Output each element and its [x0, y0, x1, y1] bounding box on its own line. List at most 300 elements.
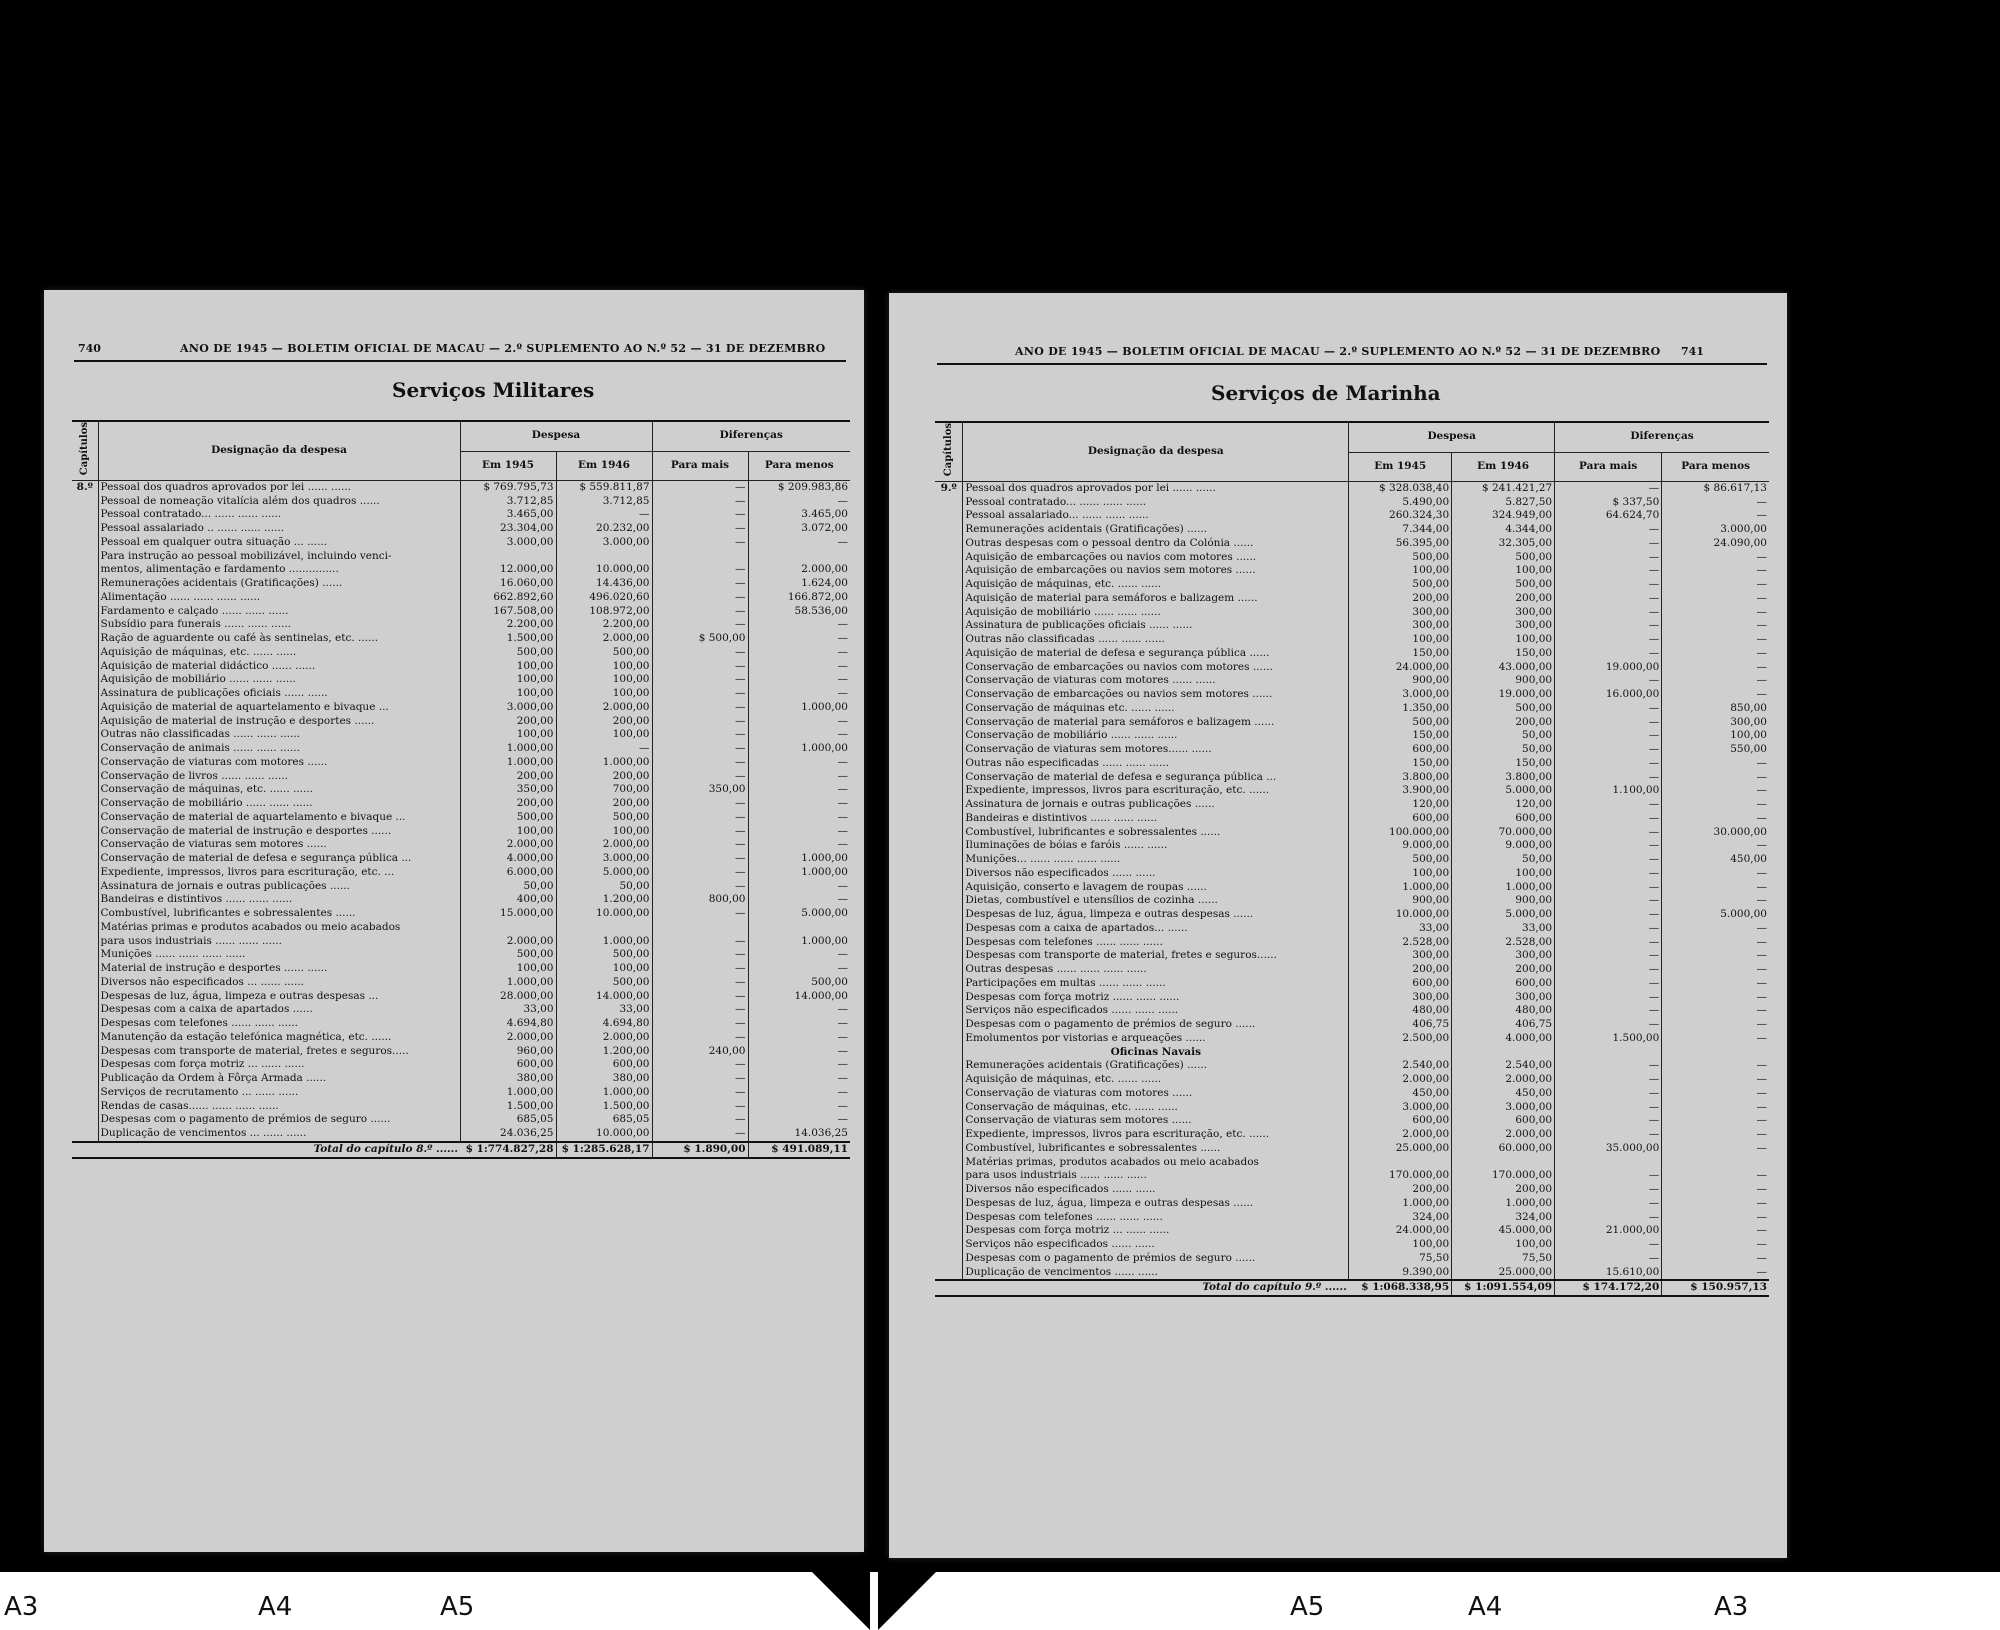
para-mais-cell: — — [652, 756, 748, 770]
table-row — [72, 536, 850, 550]
para-mais-cell: — — [652, 962, 748, 976]
chapter-cell — [935, 1142, 963, 1156]
para-menos-cell — [748, 550, 850, 564]
para-menos-cell: — — [837, 1113, 848, 1126]
para-mais-cell: — — [1555, 647, 1662, 661]
para-menos-cell: — — [837, 1017, 848, 1030]
designation-cell: Munições ...... ...... ...... ...... — [98, 948, 460, 962]
right-col-em1945: Em 1945 — [1349, 452, 1452, 481]
designation-cell: Despesas com telefones ...... ...... ...... — [963, 1211, 1349, 1225]
table-row — [935, 523, 1769, 537]
amount-1946-cell: 43.000,00 — [1452, 661, 1555, 675]
empty-cell — [1452, 1046, 1555, 1060]
amount-1946-cell: 19.000,00 — [1452, 688, 1555, 702]
total-row — [72, 1142, 850, 1158]
amount-1946-cell: 1.000,00 — [556, 1086, 652, 1100]
para-mais-cell: — — [1555, 867, 1662, 881]
amount-1945-cell: 100,00 — [460, 728, 556, 742]
total-label: Total do capítulo 8.º ...... — [72, 1142, 460, 1158]
designation-cell: Assinatura de jornais e outras publicações ...... — [963, 798, 1349, 812]
table-row — [935, 894, 1769, 908]
para-mais-cell: — — [652, 1058, 748, 1072]
amount-1945-cell: 120,00 — [1349, 798, 1452, 812]
amount-1945-cell: 2.528,00 — [1349, 936, 1452, 950]
para-menos-cell: — — [1756, 990, 1767, 1003]
para-menos-cell: — — [837, 769, 848, 782]
para-mais-cell: — — [1555, 523, 1662, 537]
para-menos-cell: — — [1756, 1196, 1767, 1209]
designation-cell: Aquisição de material de defesa e segurança pública ...... — [963, 647, 1349, 661]
table-row — [935, 1059, 1769, 1073]
para-menos-cell: — — [837, 838, 848, 851]
amount-1946-cell: 300,00 — [1452, 606, 1555, 620]
designation-cell: Remunerações acidentais (Gratificações) ...... — [963, 523, 1349, 537]
para-mais-cell: — — [1555, 963, 1662, 977]
para-mais-cell: — — [652, 838, 748, 852]
chapter-cell — [72, 632, 98, 646]
designation-cell: Conservação de material para semáforos e balizagem ...... — [963, 716, 1349, 730]
para-menos-cell: — — [1756, 880, 1767, 893]
chapter-cell — [935, 537, 963, 551]
para-mais-cell: — — [652, 976, 748, 990]
table-row — [935, 606, 1769, 620]
para-mais-cell: — — [1555, 757, 1662, 771]
table-row — [72, 935, 850, 949]
para-menos-cell: 450,00 — [1730, 853, 1767, 866]
right-running-head: ANO DE 1945 — BOLETIM OFICIAL DE MACAU — 2.º SUPLEMENTO AO N.º 52 — 31 DE DEZEMBRO — [1015, 345, 1661, 358]
amount-1945-cell — [1349, 1156, 1452, 1170]
amount-1945-cell: 100,00 — [460, 660, 556, 674]
para-mais-cell: — — [1555, 798, 1662, 812]
table-row — [72, 1100, 850, 1114]
para-menos-cell: 1.000,00 — [801, 700, 848, 713]
para-mais-cell: 19.000,00 — [1555, 661, 1662, 675]
amount-1946-cell: 300,00 — [1452, 619, 1555, 633]
amount-1946-cell: 2.000,00 — [556, 701, 652, 715]
designation-cell: Assinatura de publicações oficiais ...... ...... — [98, 687, 460, 701]
designation-cell: Aquisição de material de instrução e desportes ...... — [98, 715, 460, 729]
empty-cell — [1662, 1046, 1769, 1060]
left-col-em1945: Em 1945 — [460, 451, 556, 480]
para-mais-cell: — — [1555, 977, 1662, 991]
chapter-cell — [935, 743, 963, 757]
amount-1945-cell — [460, 921, 556, 935]
table-row — [935, 674, 1769, 688]
amount-1946-cell: 100,00 — [1452, 1238, 1555, 1252]
amount-1946-cell: 3.712,85 — [556, 495, 652, 509]
chapter-cell — [72, 852, 98, 866]
para-mais-cell: — — [652, 715, 748, 729]
table-row — [72, 797, 850, 811]
amount-1946-cell: 1.000,00 — [556, 935, 652, 949]
para-menos-cell: — — [1756, 1086, 1767, 1099]
amount-1945-cell: 100,00 — [1349, 564, 1452, 578]
chapter-cell — [72, 660, 98, 674]
right-col-em1946: Em 1946 — [1452, 452, 1555, 481]
table-row — [935, 481, 1769, 495]
para-menos-cell: 30.000,00 — [1713, 825, 1767, 838]
para-mais-cell: — — [652, 536, 748, 550]
amount-1946-cell: 10.000,00 — [556, 563, 652, 577]
designation-cell: Duplicação de vencimentos ...... ...... — [963, 1266, 1349, 1281]
chapter-cell — [72, 646, 98, 660]
designation-cell: Aquisição de material didáctico ...... ...... — [98, 660, 460, 674]
designation-cell: Aquisição de mobiliário ...... ...... ...... — [98, 673, 460, 687]
chapter-cell — [72, 536, 98, 550]
para-menos-cell: — — [1756, 784, 1767, 797]
chapter-cell — [935, 1156, 963, 1170]
table-row — [72, 673, 850, 687]
designation-cell: Pessoal assalariado... ...... ...... ...... — [963, 509, 1349, 523]
para-mais-cell: — — [1555, 1197, 1662, 1211]
amount-1946-cell: 20.232,00 — [556, 522, 652, 536]
amount-1946-cell: 50,00 — [556, 880, 652, 894]
amount-1945-cell: 200,00 — [460, 770, 556, 784]
para-mais-cell: — — [652, 770, 748, 784]
para-mais-cell: — — [652, 563, 748, 577]
para-menos-cell: — — [837, 1044, 848, 1057]
amount-1946-cell: 100,00 — [556, 660, 652, 674]
amount-1946-cell: 108.972,00 — [556, 605, 652, 619]
para-menos-cell: — — [837, 632, 848, 645]
chapter-cell — [72, 893, 98, 907]
chapter-cell — [935, 936, 963, 950]
para-mais-cell: 21.000,00 — [1555, 1224, 1662, 1238]
right-page — [889, 293, 1787, 1558]
film-notch-left — [812, 1572, 870, 1630]
para-mais-cell: — — [652, 948, 748, 962]
chapter-cell — [935, 1087, 963, 1101]
right-col-diferencas: Diferenças — [1555, 422, 1769, 452]
table-row — [72, 660, 850, 674]
amount-1946-cell: 600,00 — [1452, 812, 1555, 826]
para-mais-cell: 35.000,00 — [1555, 1142, 1662, 1156]
amount-1946-cell: 300,00 — [1452, 949, 1555, 963]
table-row — [72, 1072, 850, 1086]
chapter-cell — [935, 826, 963, 840]
designation-cell: Despesas com a caixa de apartados ...... — [98, 1003, 460, 1017]
para-menos-cell: — — [1756, 605, 1767, 618]
amount-1945-cell: 600,00 — [1349, 812, 1452, 826]
amount-1946-cell: 500,00 — [556, 811, 652, 825]
amount-1945-cell: 100,00 — [1349, 867, 1452, 881]
amount-1945-cell: 2.500,00 — [1349, 1032, 1452, 1046]
para-mais-cell: — — [652, 495, 748, 509]
designation-cell: Bandeiras e distintivos ...... ...... ...... — [98, 893, 460, 907]
para-mais-cell: — — [1555, 853, 1662, 867]
amount-1945-cell: 2.200,00 — [460, 618, 556, 632]
designation-cell: Despesas com força motriz ... ...... ...... — [98, 1058, 460, 1072]
amount-1946-cell: 900,00 — [1452, 674, 1555, 688]
para-mais-cell: — — [652, 811, 748, 825]
table-row — [72, 1045, 850, 1059]
chapter-cell — [72, 825, 98, 839]
para-menos-cell: 550,00 — [1730, 743, 1767, 756]
chapter-cell — [72, 728, 98, 742]
amount-1945-cell: 150,00 — [1349, 729, 1452, 743]
designation-cell: para usos industriais ...... ...... ...... — [98, 935, 460, 949]
designation-cell: Aquisição de mobiliário ...... ...... ...... — [963, 606, 1349, 620]
amount-1946-cell — [556, 921, 652, 935]
chapter-cell — [72, 838, 98, 852]
para-menos-cell: — — [837, 962, 848, 975]
amount-1946-cell: 200,00 — [1452, 592, 1555, 606]
para-menos-cell: — — [837, 755, 848, 768]
amount-1946-cell: 4.000,00 — [1452, 1032, 1555, 1046]
amount-1946-cell: 1.000,00 — [1452, 1197, 1555, 1211]
designation-cell: Aquisição de material de aquartelamento e bivaque ... — [98, 701, 460, 715]
para-menos-cell: — — [837, 1030, 848, 1043]
chapter-cell — [935, 812, 963, 826]
total-1946-cell: $ 1:285.628,17 — [556, 1142, 652, 1158]
para-mais-cell: — — [1555, 1087, 1662, 1101]
chapter-cell — [72, 563, 98, 577]
amount-1946-cell: 14.436,00 — [556, 577, 652, 591]
designation-cell: Matérias primas e produtos acabados ou meio acabados — [98, 921, 460, 935]
para-menos-cell: — — [837, 824, 848, 837]
para-mais-cell: — — [652, 797, 748, 811]
para-mais-cell: — — [1555, 1101, 1662, 1115]
chapter-cell — [935, 564, 963, 578]
para-mais-cell: — — [1555, 619, 1662, 633]
amount-1945-cell: 500,00 — [1349, 551, 1452, 565]
designation-cell: Diversos não especificados ...... ...... — [963, 1183, 1349, 1197]
table-row — [72, 508, 850, 522]
left-col-despesa: Despesa — [460, 421, 652, 451]
left-col-para-mais: Para mais — [652, 451, 748, 480]
para-menos-cell: — — [1756, 1183, 1767, 1196]
amount-1946-cell: — — [556, 508, 652, 522]
para-mais-cell: — — [1555, 633, 1662, 647]
amount-1945-cell: 1.000,00 — [1349, 881, 1452, 895]
table-row — [935, 496, 1769, 510]
amount-1946-cell: 2.000,00 — [1452, 1128, 1555, 1142]
left-running-head: ANO DE 1945 — BOLETIM OFICIAL DE MACAU — 2.º SUPLEMENTO AO N.º 52 — 31 DE DEZEMBRO — [180, 342, 826, 355]
chapter-cell — [935, 606, 963, 620]
amount-1945-cell: 9.390,00 — [1349, 1266, 1452, 1281]
designation-cell: Despesas com força motriz ... ...... ...... — [963, 1224, 1349, 1238]
amount-1946-cell: 900,00 — [1452, 894, 1555, 908]
para-menos-cell: — — [837, 893, 848, 906]
para-menos-cell: 58.536,00 — [794, 604, 848, 617]
designation-cell: Diversos não especificados ... ...... ...... — [98, 976, 460, 990]
amount-1946-cell: 150,00 — [1452, 647, 1555, 661]
para-mais-cell: — — [1555, 716, 1662, 730]
amount-1945-cell: 50,00 — [460, 880, 556, 894]
para-mais-cell: — — [1555, 881, 1662, 895]
total-para-menos-cell: $ 491.089,11 — [748, 1142, 850, 1158]
chapter-cell — [935, 1114, 963, 1128]
table-row — [72, 1113, 850, 1127]
amount-1945-cell: 900,00 — [1349, 674, 1452, 688]
film-strip — [0, 1572, 2000, 1630]
table-row — [935, 688, 1769, 702]
amount-1945-cell: 5.490,00 — [1349, 496, 1452, 510]
amount-1945-cell: 300,00 — [1349, 619, 1452, 633]
total-para-menos-cell: $ 150.957,13 — [1662, 1280, 1769, 1296]
para-menos-cell: — — [1756, 811, 1767, 824]
amount-1945-cell: 500,00 — [460, 811, 556, 825]
table-row — [935, 1114, 1769, 1128]
chapter-cell — [72, 577, 98, 591]
film-mark: A3 — [4, 1592, 39, 1622]
para-mais-cell: — — [1555, 1211, 1662, 1225]
amount-1945-cell: 380,00 — [460, 1072, 556, 1086]
para-mais-cell: — — [652, 646, 748, 660]
designation-cell: Conservação de máquinas, etc. ...... ...... — [98, 783, 460, 797]
para-menos-cell: — — [1756, 770, 1767, 783]
amount-1945-cell: 33,00 — [460, 1003, 556, 1017]
amount-1946-cell: 5.000,00 — [1452, 908, 1555, 922]
film-notch-right — [878, 1572, 936, 1630]
chapter-cell — [935, 509, 963, 523]
chapter-cell — [72, 783, 98, 797]
para-menos-cell: — — [837, 948, 848, 961]
designation-cell: Aquisição de embarcações ou navios com motores ...... — [963, 551, 1349, 565]
amount-1945-cell: 406,75 — [1349, 1018, 1452, 1032]
amount-1945-cell: 3.800,00 — [1349, 771, 1452, 785]
designation-cell: Diversos não especificados ...... ...... — [963, 867, 1349, 881]
para-mais-cell: — — [652, 660, 748, 674]
designation-cell: Pessoal de nomeação vitalícia além dos quadros ...... — [98, 495, 460, 509]
amount-1945-cell: 150,00 — [1349, 647, 1452, 661]
para-menos-cell: 300,00 — [1730, 715, 1767, 728]
para-mais-cell: — — [652, 825, 748, 839]
amount-1946-cell: 120,00 — [1452, 798, 1555, 812]
para-mais-cell: 64.624,70 — [1555, 509, 1662, 523]
table-row — [72, 687, 850, 701]
designation-cell: Outras despesas ...... ...... ...... ...... — [963, 963, 1349, 977]
chapter-cell — [935, 578, 963, 592]
table-row — [72, 1086, 850, 1100]
chapter-cell — [72, 797, 98, 811]
para-menos-cell: — — [1756, 1210, 1767, 1223]
amount-1946-cell: 10.000,00 — [556, 907, 652, 921]
designation-cell: Outras despesas com o pessoal dentro da Colónia ...... — [963, 537, 1349, 551]
para-menos-cell: — — [1756, 866, 1767, 879]
designation-cell: Combustível, lubrificantes e sobressalentes ...... — [98, 907, 460, 921]
designation-cell: Despesas com transporte de material, fretes e seguros...... — [963, 949, 1349, 963]
amount-1946-cell: 380,00 — [556, 1072, 652, 1086]
chapter-cell — [935, 757, 963, 771]
table-row — [935, 826, 1769, 840]
table-row — [935, 1266, 1769, 1281]
para-menos-cell: — — [837, 783, 848, 796]
amount-1946-cell: 2.528,00 — [1452, 936, 1555, 950]
table-row — [935, 1224, 1769, 1238]
amount-1946-cell: 600,00 — [556, 1058, 652, 1072]
para-menos-cell: — — [1756, 949, 1767, 962]
para-mais-cell: — — [1555, 578, 1662, 592]
total-1945-cell: $ 1:774.827,28 — [460, 1142, 556, 1158]
para-mais-cell: — — [652, 1017, 748, 1031]
table-row — [935, 784, 1769, 798]
chapter-cell — [935, 674, 963, 688]
chapter-cell — [72, 1003, 98, 1017]
chapter-cell — [935, 551, 963, 565]
table-row — [72, 701, 850, 715]
chapter-cell — [935, 853, 963, 867]
para-mais-cell: — — [652, 852, 748, 866]
designation-cell: Remunerações acidentais (Gratificações) ...... — [963, 1059, 1349, 1073]
table-row — [935, 771, 1769, 785]
amount-1946-cell: 5.000,00 — [556, 866, 652, 880]
chapter-cell: 9.º — [935, 481, 963, 495]
amount-1945-cell: 25.000,00 — [1349, 1142, 1452, 1156]
designation-cell: Despesas com o pagamento de prémios de seguro ...... — [98, 1113, 460, 1127]
designation-cell: Despesas de luz, água, limpeza e outras despesas ...... — [963, 1197, 1349, 1211]
amount-1945-cell: 200,00 — [1349, 963, 1452, 977]
amount-1946-cell: 10.000,00 — [556, 1127, 652, 1142]
para-mais-cell: — — [1555, 551, 1662, 565]
amount-1945-cell: 167.508,00 — [460, 605, 556, 619]
amount-1945-cell: 260.324,30 — [1349, 509, 1452, 523]
amount-1945-cell: 150,00 — [1349, 757, 1452, 771]
table-row — [72, 852, 850, 866]
table-row — [935, 661, 1769, 675]
para-mais-cell: — — [1555, 1128, 1662, 1142]
amount-1945-cell: 56.395,00 — [1349, 537, 1452, 551]
para-menos-cell: 500,00 — [811, 975, 848, 988]
chapter-cell — [935, 963, 963, 977]
amount-1946-cell: 100,00 — [556, 687, 652, 701]
para-menos-cell: 3.465,00 — [801, 508, 848, 521]
para-mais-cell: — — [652, 591, 748, 605]
chapter-cell — [935, 523, 963, 537]
para-mais-cell: — — [652, 742, 748, 756]
amount-1946-cell: 5.000,00 — [1452, 784, 1555, 798]
designation-cell: Conservação de material de defesa e segurança pública ... — [98, 852, 460, 866]
subsection-row — [935, 1046, 1769, 1060]
para-mais-cell: — — [652, 673, 748, 687]
chapter-cell — [72, 1045, 98, 1059]
para-mais-cell: 800,00 — [652, 893, 748, 907]
table-row — [935, 1101, 1769, 1115]
amount-1946-cell: 200,00 — [556, 770, 652, 784]
designation-cell: Aquisição, conserto e lavagem de roupas ...... — [963, 881, 1349, 895]
table-row — [935, 881, 1769, 895]
right-section-title: Serviços de Marinha — [1211, 381, 1441, 405]
amount-1946-cell: 450,00 — [1452, 1087, 1555, 1101]
designation-cell: Outras não classificadas ...... ...... ...... — [98, 728, 460, 742]
chapter-cell — [72, 1058, 98, 1072]
para-mais-cell: — — [652, 480, 748, 494]
table-row — [935, 716, 1769, 730]
amount-1945-cell: 3.000,00 — [1349, 688, 1452, 702]
designation-cell: para usos industriais ...... ...... ...... — [963, 1169, 1349, 1183]
designation-cell: Despesas com força motriz ...... ...... ...... — [963, 991, 1349, 1005]
amount-1945-cell: 3.000,00 — [460, 701, 556, 715]
para-menos-cell: 1.000,00 — [801, 742, 848, 755]
table-row — [935, 1032, 1769, 1046]
designation-cell: Pessoal contratado... ...... ...... ...... — [98, 508, 460, 522]
amount-1946-cell: 3.000,00 — [556, 852, 652, 866]
para-mais-cell: — — [1555, 1059, 1662, 1073]
para-mais-cell: — — [652, 508, 748, 522]
chapter-cell — [935, 729, 963, 743]
designation-cell: Dietas, combustível e utensílios de cozinha ...... — [963, 894, 1349, 908]
para-menos-cell: — — [1756, 646, 1767, 659]
para-mais-cell: — — [652, 990, 748, 1004]
para-mais-cell: 1.500,00 — [1555, 1032, 1662, 1046]
para-menos-cell: — — [837, 494, 848, 507]
table-row — [935, 812, 1769, 826]
amount-1946-cell: 50,00 — [1452, 729, 1555, 743]
chapter-cell — [72, 976, 98, 990]
para-mais-cell: — — [652, 1100, 748, 1114]
para-menos-cell: — — [837, 1085, 848, 1098]
designation-cell: Conservação de viaturas com motores ...... — [963, 1087, 1349, 1101]
